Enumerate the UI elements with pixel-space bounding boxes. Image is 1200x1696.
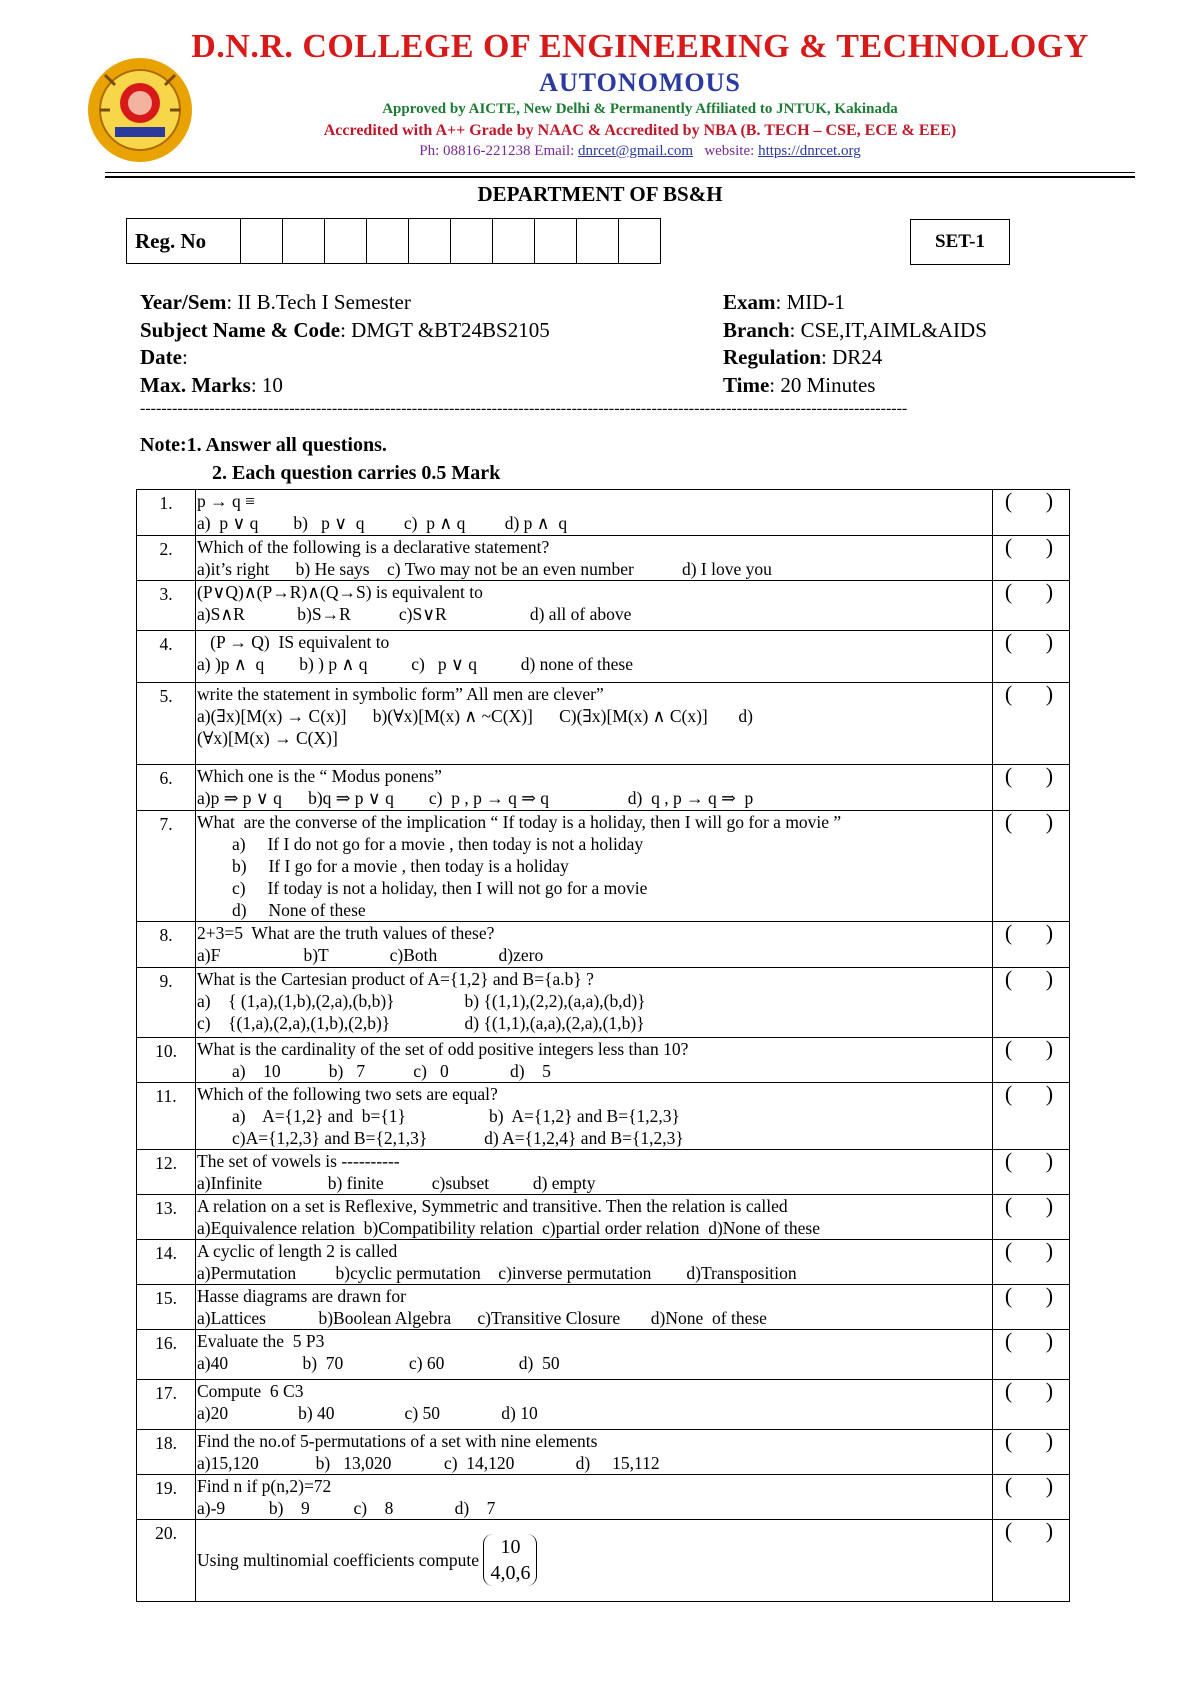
- time-label: Time: [723, 372, 770, 397]
- answer-box[interactable]: ( ): [993, 922, 1070, 968]
- question-number: 18.: [137, 1430, 196, 1475]
- college-logo: [85, 55, 195, 165]
- reg-box[interactable]: [409, 219, 451, 264]
- question-row: [137, 1475, 1070, 1520]
- question-line: (P → Q) IS equivalent to: [197, 632, 390, 652]
- question-line: Find the no.of 5-permutations of a set with nine elements: [197, 1431, 598, 1451]
- question-line: a) 10 b) 7 c) 0 d) 5: [197, 1061, 551, 1081]
- question-row: [137, 1380, 1070, 1430]
- question-text: [196, 1038, 993, 1083]
- question-line: Which one is the “ Modus ponens”: [197, 766, 442, 786]
- note-line-2: 2. Each question carries 0.5 Mark: [212, 462, 501, 484]
- question-table: [136, 489, 1070, 1602]
- header-divider: [105, 172, 1135, 173]
- question-line: a)(∃x)[M(x) → C(x)] b)(∀x)[M(x) ∧ ~C(X)] C)(∃x)[M(x) ∧ C(x)] d): [197, 706, 753, 726]
- branch-value: : CSE,IT,AIML&AIDS: [789, 317, 987, 342]
- question-number: 8.: [137, 922, 196, 968]
- answer-box[interactable]: ( ): [993, 1083, 1070, 1150]
- question-line: a) If I do not go for a movie , then today is not a holiday: [197, 834, 644, 854]
- question-number: 15.: [137, 1285, 196, 1330]
- question-number: 6.: [137, 765, 196, 811]
- regulation-value: : DR24: [821, 345, 883, 369]
- contact-line: [185, 143, 1095, 160]
- email-link[interactable]: dnrcet@gmail.com: [578, 143, 694, 159]
- question-text: [196, 1380, 993, 1430]
- question-line: a) p ∨ q b) p ∨ q c) p ∧ q d) p ∧ q: [197, 513, 568, 533]
- question-line: The set of vowels is ----------: [197, 1151, 400, 1171]
- question-row: [137, 1430, 1070, 1475]
- question-line: a) { (1,a),(1,b),(2,a),(b,b)} b) {(1,1),(2,2),(a,a),(b,d)}: [197, 991, 646, 1011]
- question-row: [137, 1330, 1070, 1380]
- question-number: 19.: [137, 1475, 196, 1520]
- question-line: Which of the following two sets are equal?: [197, 1084, 498, 1104]
- question-row: [137, 968, 1070, 1038]
- question-row: [137, 631, 1070, 683]
- answer-box[interactable]: ( ): [993, 1475, 1070, 1520]
- question-number: 1.: [137, 490, 196, 536]
- question-row: [137, 581, 1070, 631]
- question-text: [196, 683, 993, 765]
- question-line: a)S∧R b)S→R c)S∨R d) all of above: [197, 604, 632, 624]
- answer-box[interactable]: ( ): [993, 1430, 1070, 1475]
- reg-box[interactable]: [451, 219, 493, 264]
- contact-phone: Ph: 08816-221238 Email:: [419, 143, 579, 159]
- answer-box[interactable]: ( ): [993, 1520, 1070, 1602]
- question-line: a)15,120 b) 13,020 c) 14,120 d) 15,112: [197, 1453, 660, 1473]
- question-number: 14.: [137, 1240, 196, 1285]
- multinomial-coefficient: [483, 1534, 537, 1586]
- answer-box[interactable]: ( ): [993, 968, 1070, 1038]
- reg-box[interactable]: [283, 219, 325, 264]
- question-line: a)20 b) 40 c) 50 d) 10: [197, 1403, 538, 1423]
- question-line: b) If I go for a movie , then today is a holiday: [197, 856, 569, 876]
- reg-box[interactable]: [241, 219, 283, 264]
- question-row: [137, 1520, 1070, 1602]
- question-line: Which of the following is a declarative statement?: [197, 537, 550, 557]
- question-row: [137, 1285, 1070, 1330]
- reg-box[interactable]: [535, 219, 577, 264]
- answer-box[interactable]: ( ): [993, 1240, 1070, 1285]
- marks-label: Max. Marks: [140, 372, 251, 397]
- exam-info-left: [140, 289, 550, 399]
- time-value: : 20 Minutes: [769, 372, 876, 397]
- question-text: [196, 1520, 993, 1602]
- question-line: Evaluate the 5 P3: [197, 1331, 325, 1351]
- coefficient-top: 10: [500, 1536, 521, 1558]
- question-number: 13.: [137, 1195, 196, 1240]
- question-line: Hasse diagrams are drawn for: [197, 1286, 406, 1306]
- question-number: 4.: [137, 631, 196, 683]
- reg-box[interactable]: [577, 219, 619, 264]
- question-line: a)40 b) 70 c) 60 d) 50: [197, 1353, 560, 1373]
- question-line: What are the converse of the implication “ If today is a holiday, then I will go for a movie ”: [197, 812, 842, 832]
- answer-box[interactable]: ( ): [993, 1195, 1070, 1240]
- question-line: Using multinomial coefficients compute: [197, 1550, 484, 1570]
- reg-box[interactable]: [367, 219, 409, 264]
- question-line: A cyclic of length 2 is called: [197, 1241, 398, 1261]
- question-text: [196, 490, 993, 536]
- answer-box[interactable]: ( ): [993, 1038, 1070, 1083]
- reg-no-grid: [126, 218, 661, 264]
- exam-label: Exam: [723, 290, 776, 314]
- question-number: 20.: [137, 1520, 196, 1602]
- question-text: [196, 1475, 993, 1520]
- question-line: A relation on a set is Reflexive, Symmetric and transitive. Then the relation is called: [197, 1196, 788, 1216]
- question-row: [137, 1083, 1070, 1150]
- question-row: [137, 922, 1070, 968]
- question-line: d) None of these: [197, 900, 366, 920]
- autonomous-label: AUTONOMOUS: [539, 68, 741, 97]
- header-divider-thick: [105, 176, 1135, 178]
- regulation-label: Regulation: [723, 345, 822, 369]
- question-line: Find n if p(n,2)=72: [197, 1476, 332, 1496]
- website-link[interactable]: https://dnrcet.org: [758, 143, 861, 159]
- question-number: 2.: [137, 536, 196, 581]
- question-number: 17.: [137, 1380, 196, 1430]
- answer-box[interactable]: ( ): [993, 536, 1070, 581]
- website-label: website:: [693, 143, 759, 159]
- question-line: What is the Cartesian product of A={1,2} and B={a.b} ?: [197, 969, 594, 989]
- question-line: a)Lattices b)Boolean Algebra c)Transitive Closure d)None of these: [197, 1308, 767, 1328]
- question-line: a)-9 b) 9 c) 8 d) 7: [197, 1498, 496, 1518]
- year-label: Year/Sem: [140, 290, 227, 314]
- question-line: (∀x)[M(x) → C(X)]: [197, 728, 338, 748]
- question-row: [137, 811, 1070, 922]
- question-text: [196, 968, 993, 1038]
- note-line-1: Note:1. Answer all questions.: [140, 434, 387, 456]
- question-line: a)Equivalence relation b)Compatibility relation c)partial order relation d)None of these: [197, 1218, 820, 1238]
- question-line: a) )p ∧ q b) ) p ∧ q c) p ∨ q d) none of these: [197, 654, 633, 674]
- dashed-separator: ------------------------------------------------------------------------------------------------------------------------------------------------: [140, 400, 908, 417]
- question-number: 7.: [137, 811, 196, 922]
- question-line: a)Infinite b) finite c)subset d) empty: [197, 1173, 596, 1193]
- question-row: [137, 1150, 1070, 1195]
- reg-box[interactable]: [619, 219, 661, 264]
- question-line: p → q ≡: [197, 491, 255, 511]
- question-line: a) A={1,2} and b={1} b) A={1,2} and B={1,2,3}: [197, 1106, 680, 1126]
- question-row: [137, 1240, 1070, 1285]
- question-number: 10.: [137, 1038, 196, 1083]
- question-row: [137, 490, 1070, 536]
- answer-box[interactable]: ( ): [993, 1330, 1070, 1380]
- answer-box[interactable]: ( ): [993, 765, 1070, 811]
- question-number: 12.: [137, 1150, 196, 1195]
- question-number: 11.: [137, 1083, 196, 1150]
- answer-box[interactable]: ( ): [993, 683, 1070, 765]
- question-text: [196, 536, 993, 581]
- question-line: Compute 6 C3: [197, 1381, 304, 1401]
- question-number: 16.: [137, 1330, 196, 1380]
- question-row: [137, 536, 1070, 581]
- question-line: a)F b)T c)Both d)zero: [197, 945, 544, 965]
- question-number: 9.: [137, 968, 196, 1038]
- set-badge: SET-1: [910, 219, 1010, 265]
- question-text: [196, 765, 993, 811]
- question-row: [137, 1038, 1070, 1083]
- answer-box[interactable]: ( ): [993, 1285, 1070, 1330]
- branch-label: Branch: [723, 317, 790, 342]
- question-text: [196, 1430, 993, 1475]
- question-line: c) {(1,a),(2,a),(1,b),(2,b)} d) {(1,1),(a,a),(2,a),(1,b)}: [197, 1013, 645, 1033]
- question-text: [196, 1150, 993, 1195]
- question-text: [196, 631, 993, 683]
- reg-no-label: Reg. No: [127, 219, 241, 264]
- date-label: Date: [140, 345, 182, 369]
- date-value: :: [181, 345, 188, 369]
- question-line: What is the cardinality of the set of odd positive integers less than 10?: [197, 1039, 689, 1059]
- question-text: [196, 1083, 993, 1150]
- approval-line: Approved by AICTE, New Delhi & Permanently Affiliated to JNTUK, Kakinada: [382, 101, 898, 117]
- question-text: [196, 1195, 993, 1240]
- question-line: a)it’s right b) He says c) Two may not be an even number d) I love you: [197, 559, 772, 579]
- accreditation-line: Accredited with A++ Grade by NAAC & Accredited by NBA (B. TECH – CSE, ECE & EEE): [323, 122, 957, 139]
- answer-box[interactable]: ( ): [993, 631, 1070, 683]
- question-line: a)p ⇒ p ∨ q b)q ⇒ p ∨ q c) p , p → q ⇒ q d) q , p → q ⇒ p: [197, 788, 754, 808]
- exam-info-right: [723, 289, 987, 399]
- note-block: [140, 431, 500, 487]
- subject-value: : DMGT &BT24BS2105: [340, 317, 550, 342]
- question-number: 5.: [137, 683, 196, 765]
- answer-box[interactable]: ( ): [993, 1150, 1070, 1195]
- question-number: 3.: [137, 581, 196, 631]
- department-title: DEPARTMENT OF BS&H: [477, 182, 723, 206]
- question-row: [137, 683, 1070, 765]
- reg-box[interactable]: [493, 219, 535, 264]
- coefficient-bottom: 4,0,6: [490, 1562, 531, 1584]
- subject-label: Subject Name & Code: [140, 317, 341, 342]
- answer-box[interactable]: ( ): [993, 1380, 1070, 1430]
- question-row: [137, 765, 1070, 811]
- question-text: [196, 1285, 993, 1330]
- question-row: [137, 1195, 1070, 1240]
- question-text: [196, 922, 993, 968]
- answer-box[interactable]: ( ): [993, 490, 1070, 536]
- question-text: [196, 1330, 993, 1380]
- question-text: [196, 581, 993, 631]
- question-text: [196, 1240, 993, 1285]
- answer-box[interactable]: ( ): [993, 581, 1070, 631]
- answer-box[interactable]: ( ): [993, 811, 1070, 922]
- question-line: (P∨Q)∧(P→R)∧(Q→S) is equivalent to: [197, 582, 483, 602]
- question-line: 2+3=5 What are the truth values of these?: [197, 923, 495, 943]
- exam-value: : MID-1: [775, 290, 845, 314]
- college-name: D.N.R. COLLEGE OF ENGINEERING & TECHNOLOGY: [191, 28, 1089, 65]
- marks-value: : 10: [250, 372, 283, 397]
- year-value: : II B.Tech I Semester: [226, 290, 411, 314]
- question-line: c) If today is not a holiday, then I will not go for a movie: [197, 878, 648, 898]
- reg-box[interactable]: [325, 219, 367, 264]
- question-line: a)Permutation b)cyclic permutation c)inverse permutation d)Transposition: [197, 1263, 797, 1283]
- question-line: c)A={1,2,3} and B={2,1,3} d) A={1,2,4} and B={1,2,3}: [197, 1128, 684, 1148]
- question-text: [196, 811, 993, 922]
- question-line: write the statement in symbolic form” All men are clever”: [197, 684, 604, 704]
